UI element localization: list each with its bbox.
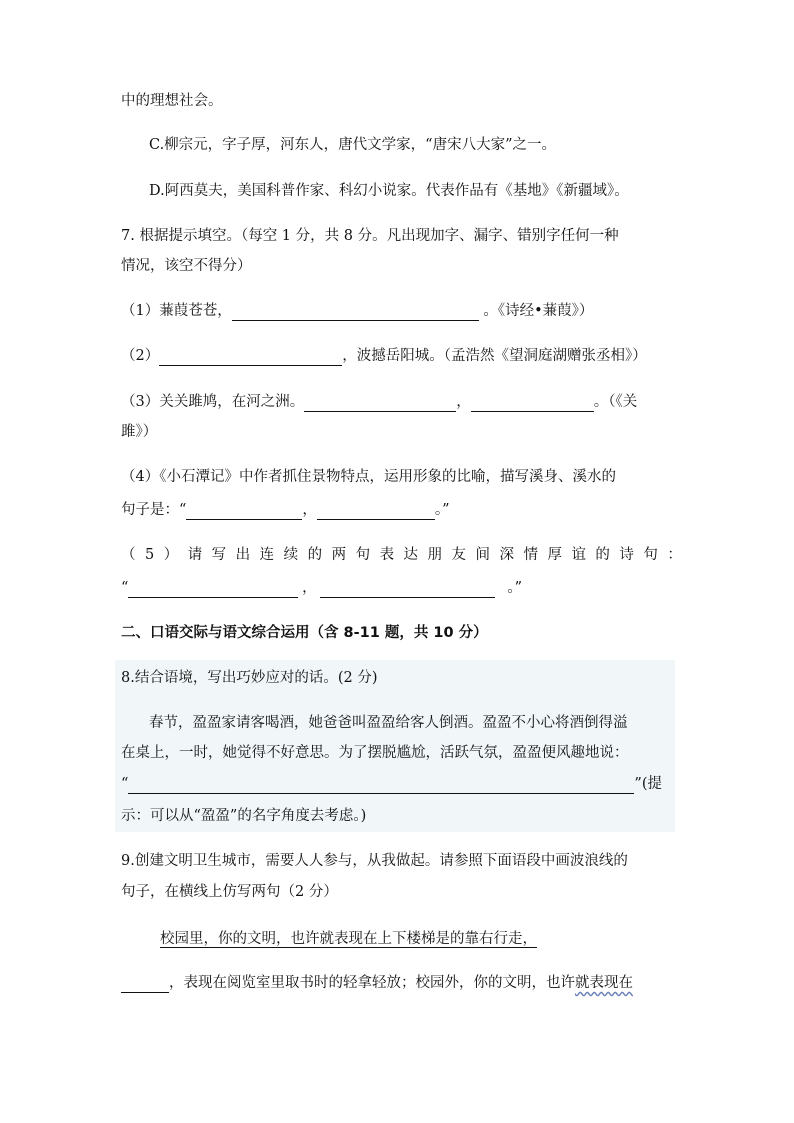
q7-item-3-cont: 雎》）: [121, 424, 158, 440]
option-d: D.阿西莫夫，美国科普作家、科幻小说家。代表作品有《基地》《新疆域》。: [149, 183, 629, 199]
q7-title: 7. 根据提示填空。（每空 1 分，共 8 分。凡出现加字、漏字、错别字任何一种: [121, 228, 619, 244]
answer-blank[interactable]: [186, 503, 302, 520]
q7-item-4: （4）《小石潭记》中作者抓住景物特点，运用形象的比喻，描写溪身、溪水的: [121, 469, 616, 485]
q9-title-cont: 句子，在横线上仿写两句（2 分）: [121, 884, 338, 900]
q9-passage: [160, 929, 682, 949]
q9-passage-cont: ，表现在阅览室里取书时的轻拿轻放；校园外，你的文明，也许就表现在: [121, 973, 682, 993]
answer-blank[interactable]: [317, 503, 435, 520]
q8-paragraph-cont: 在桌上，一时，她觉得不好意思。为了摆脱尴尬，活跃气氛，盈盈便风趣地说：: [121, 745, 629, 761]
answer-blank[interactable]: [128, 581, 298, 598]
q7-item-5: （ 5 ） 请 写 出 连 续 的 两 句 表 达 朋 友 间 深 情 厚 谊 的 诗 句 ：: [121, 547, 682, 563]
q7-item-1: （1）蒹葭苍苍， 。《诗经•蒹葭》）: [121, 303, 594, 319]
q8-paragraph: 春节，盈盈家请客喝酒，她爸爸叫盈盈给客人倒酒。盈盈不小心将酒倒得溢: [149, 715, 628, 731]
q8-title: 8.结合语境，写出巧妙应对的话。(2 分): [121, 670, 378, 686]
answer-blank[interactable]: [320, 581, 495, 598]
answer-blank[interactable]: [121, 976, 169, 993]
q9-underlined-sentence: 校园里，你的文明，也许就表现在上下楼梯是的靠右行走，: [160, 931, 537, 947]
section-2-heading: 二、口语交际与语文综合运用（含 8-11 题，共 10 分）: [121, 625, 488, 641]
answer-blank[interactable]: [471, 395, 594, 412]
q9-wavy-sentence: 就表现在: [575, 975, 633, 991]
q9-title: 9.创建文明卫生城市，需要人人参与，从我做起。请参照下面语段中画波浪线的: [121, 853, 628, 869]
q7-title-cont: 情况，该空不得分）: [121, 258, 252, 274]
q7-item-4-cont: 句子是：“ ， 。”: [121, 502, 450, 518]
q7-item-5-cont: “ ， 。”: [121, 580, 523, 596]
q7-item-2: （2） ，波撼岳阳城。（孟浩然《望洞庭湖赠张丞相》）: [121, 348, 647, 364]
option-c: C.柳宗元，字子厚，河东人，唐代文学家，“唐宋八大家”之一。: [149, 137, 557, 153]
answer-blank[interactable]: [128, 777, 634, 794]
answer-blank[interactable]: [304, 395, 456, 412]
answer-blank[interactable]: [159, 349, 342, 366]
q8-hint: 示：可以从“盈盈”的名字角度去考虑。): [121, 808, 367, 824]
q7-item-3: （3）关关雎鸠，在河之洲。 ， 。（《关: [121, 394, 638, 410]
q8-answer-line: “ ”(提: [121, 776, 662, 792]
paragraph-continuation: 中的理想社会。: [121, 93, 223, 109]
answer-blank[interactable]: [232, 304, 479, 321]
